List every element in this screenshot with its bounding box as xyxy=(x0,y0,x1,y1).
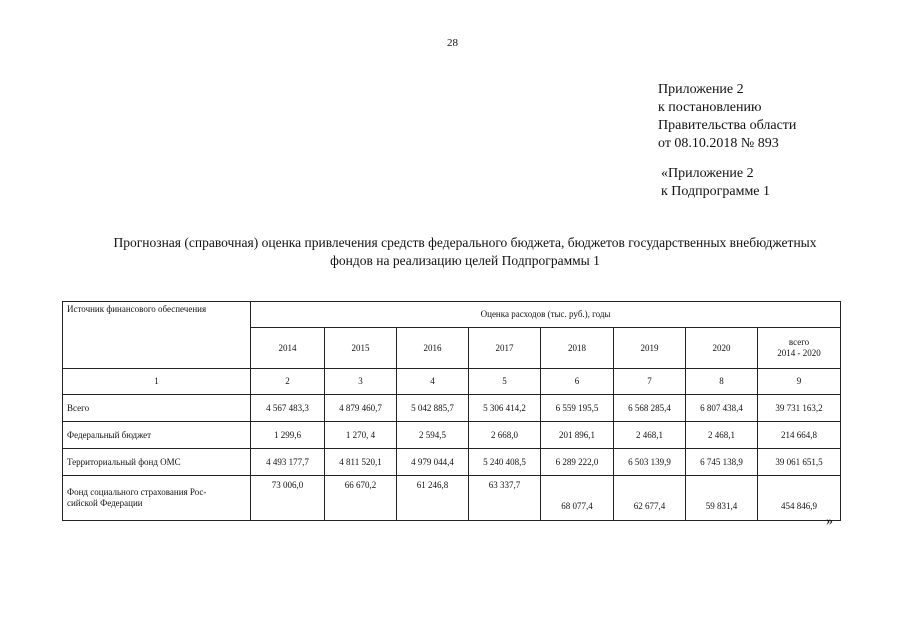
table-cell: 6 568 285,4 xyxy=(614,395,686,422)
row-source-name: Всего xyxy=(63,395,251,422)
row-source-name: Территориальный фонд ОМС xyxy=(63,449,251,476)
table-row xyxy=(63,395,841,422)
column-number: 5 xyxy=(469,369,541,395)
table-cell: 4 811 520,1 xyxy=(325,449,397,476)
column-number: 4 xyxy=(397,369,469,395)
year-header: 2015 xyxy=(325,328,397,369)
table-cell: 1 270, 4 xyxy=(325,422,397,449)
table-cell: 66 670,2 xyxy=(325,476,397,521)
appendix-reference xyxy=(658,81,796,153)
table-cell: 454 846,9 xyxy=(758,476,841,521)
year-header: 2020 xyxy=(686,328,758,369)
table-cell: 4 879 460,7 xyxy=(325,395,397,422)
table-cell: 62 677,4 xyxy=(614,476,686,521)
table-cell: 6 807 438,4 xyxy=(686,395,758,422)
title-line-2: фондов на реализацию целей Подпрограммы 1 xyxy=(330,253,600,268)
appendix-line: от 08.10.2018 № 893 xyxy=(658,136,779,151)
table-row xyxy=(63,476,841,521)
table-cell: 73 006,0 xyxy=(251,476,325,521)
table-cell: 61 246,8 xyxy=(397,476,469,521)
column-number: 6 xyxy=(541,369,614,395)
document-title xyxy=(40,234,890,270)
column-number: 3 xyxy=(325,369,397,395)
row-source-name: Фонд социального страхования Рос- сийской Федерации xyxy=(63,476,251,521)
year-header: 2016 xyxy=(397,328,469,369)
subappendix-line: «Приложение 2 xyxy=(661,166,754,181)
table-header-row xyxy=(63,302,841,328)
column-number: 7 xyxy=(614,369,686,395)
table-cell: 2 594,5 xyxy=(397,422,469,449)
table-cell: 1 299,6 xyxy=(251,422,325,449)
table-row xyxy=(63,449,841,476)
table-cell: 6 559 195,5 xyxy=(541,395,614,422)
table-cell: 4 979 044,4 xyxy=(397,449,469,476)
page-number: 28 xyxy=(447,37,458,49)
table-cell: 4 493 177,7 xyxy=(251,449,325,476)
closing-quote: » xyxy=(826,514,833,529)
table-cell: 39 731 163,2 xyxy=(758,395,841,422)
column-number: 8 xyxy=(686,369,758,395)
year-header: 2018 xyxy=(541,328,614,369)
table-cell: 68 077,4 xyxy=(541,476,614,521)
table-cell: 63 337,7 xyxy=(469,476,541,521)
table-cell: 59 831,4 xyxy=(686,476,758,521)
table-cell: 2 468,1 xyxy=(686,422,758,449)
year-header: 2017 xyxy=(469,328,541,369)
subappendix-line: к Подпрограмме 1 xyxy=(661,184,771,199)
appendix-line: к постановлению xyxy=(658,100,762,115)
title-line-1: Прогнозная (справочная) оценка привлечения средств федерального бюджета, бюджетов государственных внебюджетных xyxy=(113,235,817,250)
table-cell: 2 668,0 xyxy=(469,422,541,449)
table-cell: 2 468,1 xyxy=(614,422,686,449)
appendix-line: Приложение 2 xyxy=(658,82,744,97)
table-row xyxy=(63,422,841,449)
funding-table xyxy=(62,301,841,521)
total-header: всего 2014 - 2020 xyxy=(758,328,841,369)
table-cell: 5 306 414,2 xyxy=(469,395,541,422)
table-cell: 6 289 222,0 xyxy=(541,449,614,476)
table-cell: 6 503 139,9 xyxy=(614,449,686,476)
table-cell: 5 042 885,7 xyxy=(397,395,469,422)
column-number-row xyxy=(63,369,841,395)
table-cell: 5 240 408,5 xyxy=(469,449,541,476)
column-number: 2 xyxy=(251,369,325,395)
appendix-line: Правительства области xyxy=(658,118,797,133)
table-cell: 39 061 651,5 xyxy=(758,449,841,476)
table-cell: 214 664,8 xyxy=(758,422,841,449)
estimate-header: Оценка расходов (тыс. руб.), годы xyxy=(251,302,841,328)
table-cell: 6 745 138,9 xyxy=(686,449,758,476)
table-cell: 4 567 483,3 xyxy=(251,395,325,422)
year-header: 2019 xyxy=(614,328,686,369)
source-header: Источник финансового обеспечения xyxy=(63,302,251,369)
year-header: 2014 xyxy=(251,328,325,369)
table-cell: 201 896,1 xyxy=(541,422,614,449)
column-number: 9 xyxy=(758,369,841,395)
subprogram-appendix-reference xyxy=(661,165,770,201)
column-number: 1 xyxy=(63,369,251,395)
row-source-name: Федеральный бюджет xyxy=(63,422,251,449)
